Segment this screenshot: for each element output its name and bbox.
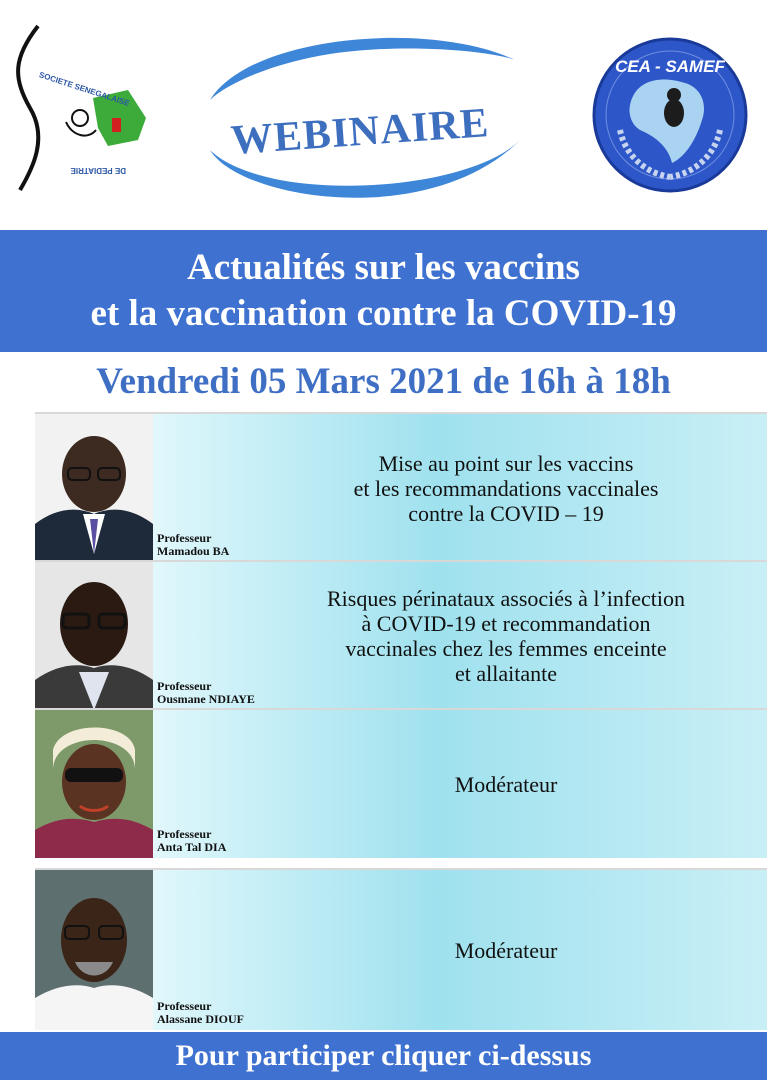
cea-samef-logo — [590, 35, 750, 195]
speaker-title: Professeur — [157, 827, 212, 841]
ssp-logo — [8, 18, 158, 198]
speaker-photo — [35, 870, 153, 1030]
speaker-topic: Risques périnataux associés à l’infection à COVID-19 et recommandation vaccinales chez les femmes enceinte et allaitante — [326, 586, 685, 686]
speaker-caption — [157, 532, 229, 558]
speaker-caption — [157, 828, 226, 854]
speaker-photo — [35, 414, 153, 562]
speaker-caption — [157, 680, 255, 706]
title-line-2: et la vaccination contre la COVID-19 — [90, 293, 677, 334]
speaker-photo — [35, 562, 153, 710]
speaker-title: Professeur — [157, 999, 212, 1013]
speaker-row-3 — [35, 708, 767, 858]
speaker-title: Professeur — [157, 679, 212, 693]
cea-samef-text: CEA - SAMEF — [615, 57, 725, 76]
speaker-row-4 — [35, 868, 767, 1030]
event-date: Vendredi 05 Mars 2021 de 16h à 18h — [96, 361, 671, 402]
speaker-topic: Modérateur — [454, 771, 558, 797]
svg-text:DE PEDIATRIE: DE PEDIATRIE — [70, 166, 126, 175]
speaker-name: Alassane DIOUF — [157, 1012, 245, 1026]
speaker-row-1 — [35, 412, 767, 562]
speaker-name: Ousmane NDIAYE — [157, 692, 255, 706]
speaker-row-2 — [35, 560, 767, 710]
participate-link[interactable]: Pour participer cliquer ci-dessus — [0, 1032, 767, 1080]
title-banner — [0, 230, 767, 352]
speaker-caption — [157, 1000, 244, 1026]
title-line-1: Actualités sur les vaccins — [187, 247, 580, 288]
speaker-name: Mamadou BA — [157, 544, 230, 558]
speaker-topic: Mise au point sur les vaccins et les recommandations vaccinales contre la COVID – 19 — [353, 450, 659, 526]
speaker-photo — [35, 710, 153, 858]
speaker-title: Professeur — [157, 531, 212, 545]
webinaire-text: WEBINAIRE — [229, 100, 491, 164]
speaker-name: Anta Tal DIA — [157, 840, 227, 854]
svg-text:SOCIETE SENEGALAISE: SOCIETE SENEGALAISE — [37, 70, 131, 109]
webinaire-logo — [180, 30, 540, 220]
speaker-topic: Modérateur — [454, 937, 558, 963]
